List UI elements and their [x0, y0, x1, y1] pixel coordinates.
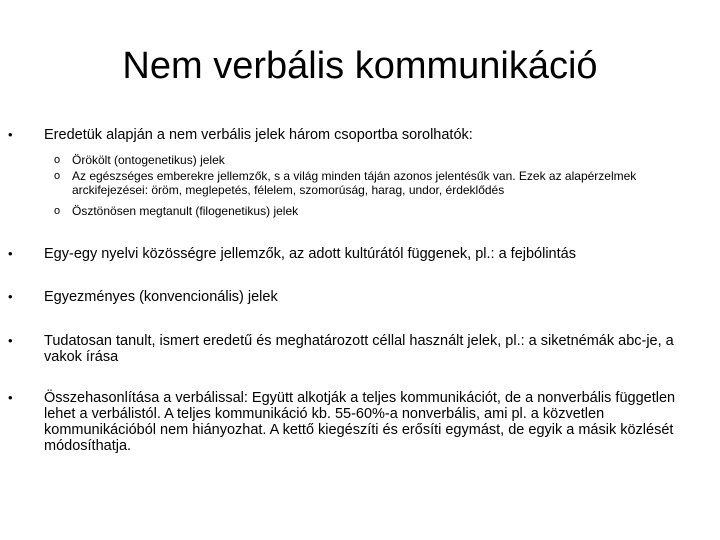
bullet-marker: • [8, 246, 13, 261]
sub-item-2 [54, 169, 692, 197]
sub-marker: o [54, 205, 61, 217]
sub-item-text: Az egészséges emberekre jellemzők, s a világ minden táján azonos jelentésűk van. Ezek az alapérzelmek arckifejezései: öröm, meglepetés, félelem, szomorúság, harag, undor, érdeklődés [72, 169, 637, 197]
sub-marker: o [54, 154, 61, 166]
sub-item-text: Ösztönösen megtanult (filogenetikus) jelek [72, 204, 299, 218]
bullet-item-2 [8, 246, 704, 262]
bullet-marker: • [8, 127, 13, 142]
bullet-item-1 [8, 127, 704, 143]
sub-item-3 [54, 204, 692, 218]
bullet-marker: • [8, 390, 13, 405]
bullet-text: Egy-egy nyelvi közösségre jellemzők, az adott kultúrától függenek, pl.: a fejbólintás [44, 246, 576, 262]
bullet-text: Összehasonlítása a verbálissal: Együtt alkotják a teljes kommunikációt, de a nonverbális független lehet a verbálistól. A teljes kommunikáció kb. 55-60%-a nonverbális, ami pl. a közvetlen kommunikációból nem hiányozhat. A kettő kiegészíti és erősíti egymást, de egyik a másik közlését módosíthatja. [44, 390, 676, 454]
bullet-text: Eredetük alapján a nem verbális jelek három csoportba sorolhatók: [44, 127, 473, 143]
bullet-text: Egyezményes (konvencionális) jelek [44, 289, 278, 305]
bullet-marker: • [8, 289, 13, 304]
bullet-text: Tudatosan tanult, ismert eredetű és meghatározott céllal használt jelek, pl.: a siketnémák abc-je, a vakok írása [44, 333, 674, 365]
bullet-item-4 [8, 333, 704, 365]
sub-item-1 [54, 153, 692, 167]
bullet-item-5 [8, 390, 704, 454]
slide-title: Nem verbális kommunikáció [122, 45, 598, 87]
sub-marker: o [54, 170, 61, 182]
bullet-marker: • [8, 333, 13, 348]
bullet-item-3 [8, 289, 704, 305]
sub-item-text: Örökölt (ontogenetikus) jelek [72, 153, 225, 167]
